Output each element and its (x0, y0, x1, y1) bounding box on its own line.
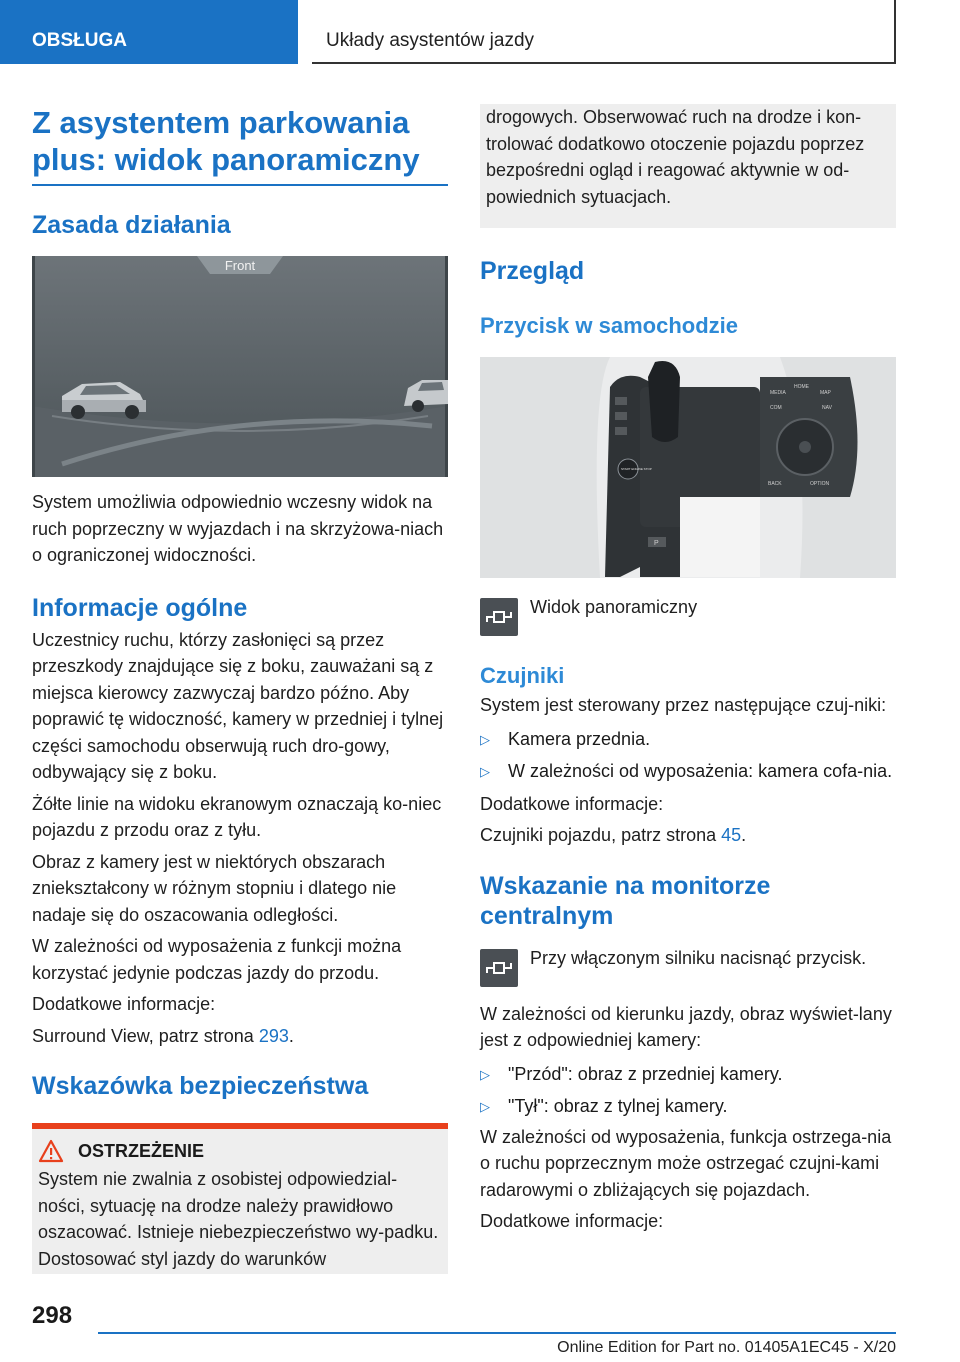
warning-box (32, 1123, 448, 1274)
bullet-triangle-icon: ▷ (480, 1099, 490, 1114)
page-title: Z asystentem parkowania plus: widok panoramiczny (32, 104, 448, 186)
chapter-title: Układy asystentów jazdy (312, 0, 896, 64)
general-paragraph-2: Żółte linie na widoku ekranowym oznaczają ko-niec pojazdu z przodu oraz z tyłu. (32, 793, 442, 840)
icon-caption: Widok panoramiczny (530, 597, 698, 617)
monitor-list-item: ▷ "Tył": obraz z tylnej kamery. (480, 1093, 896, 1121)
svg-text:COM: COM (770, 405, 782, 411)
monitor-instruction-row (480, 949, 896, 987)
monitor-paragraph-2: W zależności od wyposażenia, funkcja ostrzega-nia o ruchu poprzecznym może ostrzegać czujni-kami radarowymi o zbliżających się pojazdach. (480, 1126, 892, 1200)
front-label-badge (197, 256, 283, 274)
front-camera-scene (32, 256, 448, 477)
section-tab: OBSŁUGA (0, 0, 298, 64)
sensors-text: System jest sterowany przez następujące czuj-niki: (480, 695, 887, 715)
general-paragraph-1: Uczestnicy ruchu, którzy zasłonięci są przez przeszkody znajdujące się z boku, zauważani są z miejsca kierowcy zazwyczaj bardzo późno. Aby poprawić tę widoczność, kamery w przedniej i tylnej części samochodu obserwują ruch dro-gowy, odbywający się z boku. (32, 629, 444, 782)
left-column (32, 104, 448, 1274)
page-number: 298 (32, 1302, 73, 1329)
monitor-list-item: ▷ "Przód": obraz z przedniej kamery. (480, 1061, 896, 1089)
svg-text:HOME: HOME (794, 384, 809, 390)
svg-text:START ENGINE STOP: START ENGINE STOP (621, 467, 652, 471)
footer-divider (98, 1332, 896, 1334)
bullet-triangle-icon: ▷ (480, 1066, 490, 1082)
sensors-heading: Czujniki (480, 663, 565, 688)
monitor-instruction: Przy włączonym silniku nacisnąć przycisk. (530, 947, 867, 968)
center-console-image (480, 357, 896, 578)
center-console-scene (480, 357, 896, 578)
bullet-triangle-icon: ▷ (480, 731, 490, 747)
svg-text:BACK: BACK (768, 481, 782, 487)
svg-text:MEDIA: MEDIA (770, 390, 786, 396)
icon-caption-row (480, 598, 896, 636)
monitor-more-info: Dodatkowe informacje: (480, 1211, 664, 1231)
warning-box-continued (480, 104, 896, 228)
sensors-list-item: ▷ Kamera przednia. (480, 726, 896, 754)
warning-text-continued: drogowych. Obserwować ruch na drodze i kon-trolować dodatkowo otoczenie pojazdu poprzez bezpośredni ogląd i reagować aktywnie w od-powiednich sytuacjach. (486, 107, 865, 207)
bullet-triangle-icon: ▷ (480, 764, 490, 779)
sensors-list-item: ▷ W zależności od wyposażenia: kamera cofa-nia. (480, 758, 896, 786)
footer-edition: Online Edition for Part no. 01405A1EC45 - X/20 (557, 1339, 896, 1356)
general-reference: Surround View, patrz strona 293. (32, 1025, 294, 1046)
general-paragraph-3: Obraz z kamery jest w niektórych obszarach zniekształcony w różnym stopniu i dlatego nie nadaje się do oszacowania odległości. (32, 851, 397, 925)
front-camera-image (32, 256, 448, 477)
svg-text:NAV: NAV (822, 405, 832, 411)
warning-triangle-icon (38, 1139, 64, 1163)
right-column (480, 104, 896, 1235)
overview-heading: Przegląd (480, 257, 585, 285)
principle-text: System umożliwia odpowiednio wczesny widok na ruch poprzeczny w wyjazdach i na skrzyżowa-niach o ograniczonej widoczności. (32, 492, 444, 565)
safety-heading: Wskazówka bezpieczeństwa (32, 1072, 369, 1100)
svg-text:P: P (654, 540, 659, 547)
svg-text:OPTION: OPTION (810, 481, 830, 487)
sensors-reference: Czujniki pojazdu, patrz strona 45. (480, 825, 747, 845)
general-more-info: Dodatkowe informacje: (32, 994, 216, 1014)
svg-text:MAP: MAP (820, 390, 831, 396)
principle-heading: Zasada działania (32, 211, 231, 239)
general-heading: Informacje ogólne (32, 593, 248, 622)
panorama-button-icon (480, 598, 518, 636)
button-heading: Przycisk w samochodzie (480, 313, 738, 338)
svg-text:Front: Front (224, 258, 256, 273)
sensors-page-link[interactable]: 45 (721, 825, 742, 845)
panorama-button-icon (480, 949, 518, 987)
warning-text: System nie zwalnia z osobistej odpowiedzial-ności, sytuację na drodze należy prawidłowo oszacować. Istnieje niebezpieczeństwo wy-padku. Dostosować styl jazdy do warunków (38, 1169, 439, 1269)
general-paragraph-4: W zależności od wyposażenia z funkcji można korzystać jedynie podczas jazdy do przodu. (32, 936, 402, 983)
sensors-more-info: Dodatkowe informacje: (480, 793, 664, 814)
surround-view-page-link[interactable]: 293 (258, 1025, 289, 1046)
warning-title: OSTRZEŻENIE (78, 1140, 205, 1161)
monitor-text: W zależności od kierunku jazdy, obraz wyświet-lany jest z odpowiedniej kamery: (480, 1003, 892, 1050)
monitor-heading: Wskazanie na monitorze centralnym (480, 871, 771, 930)
